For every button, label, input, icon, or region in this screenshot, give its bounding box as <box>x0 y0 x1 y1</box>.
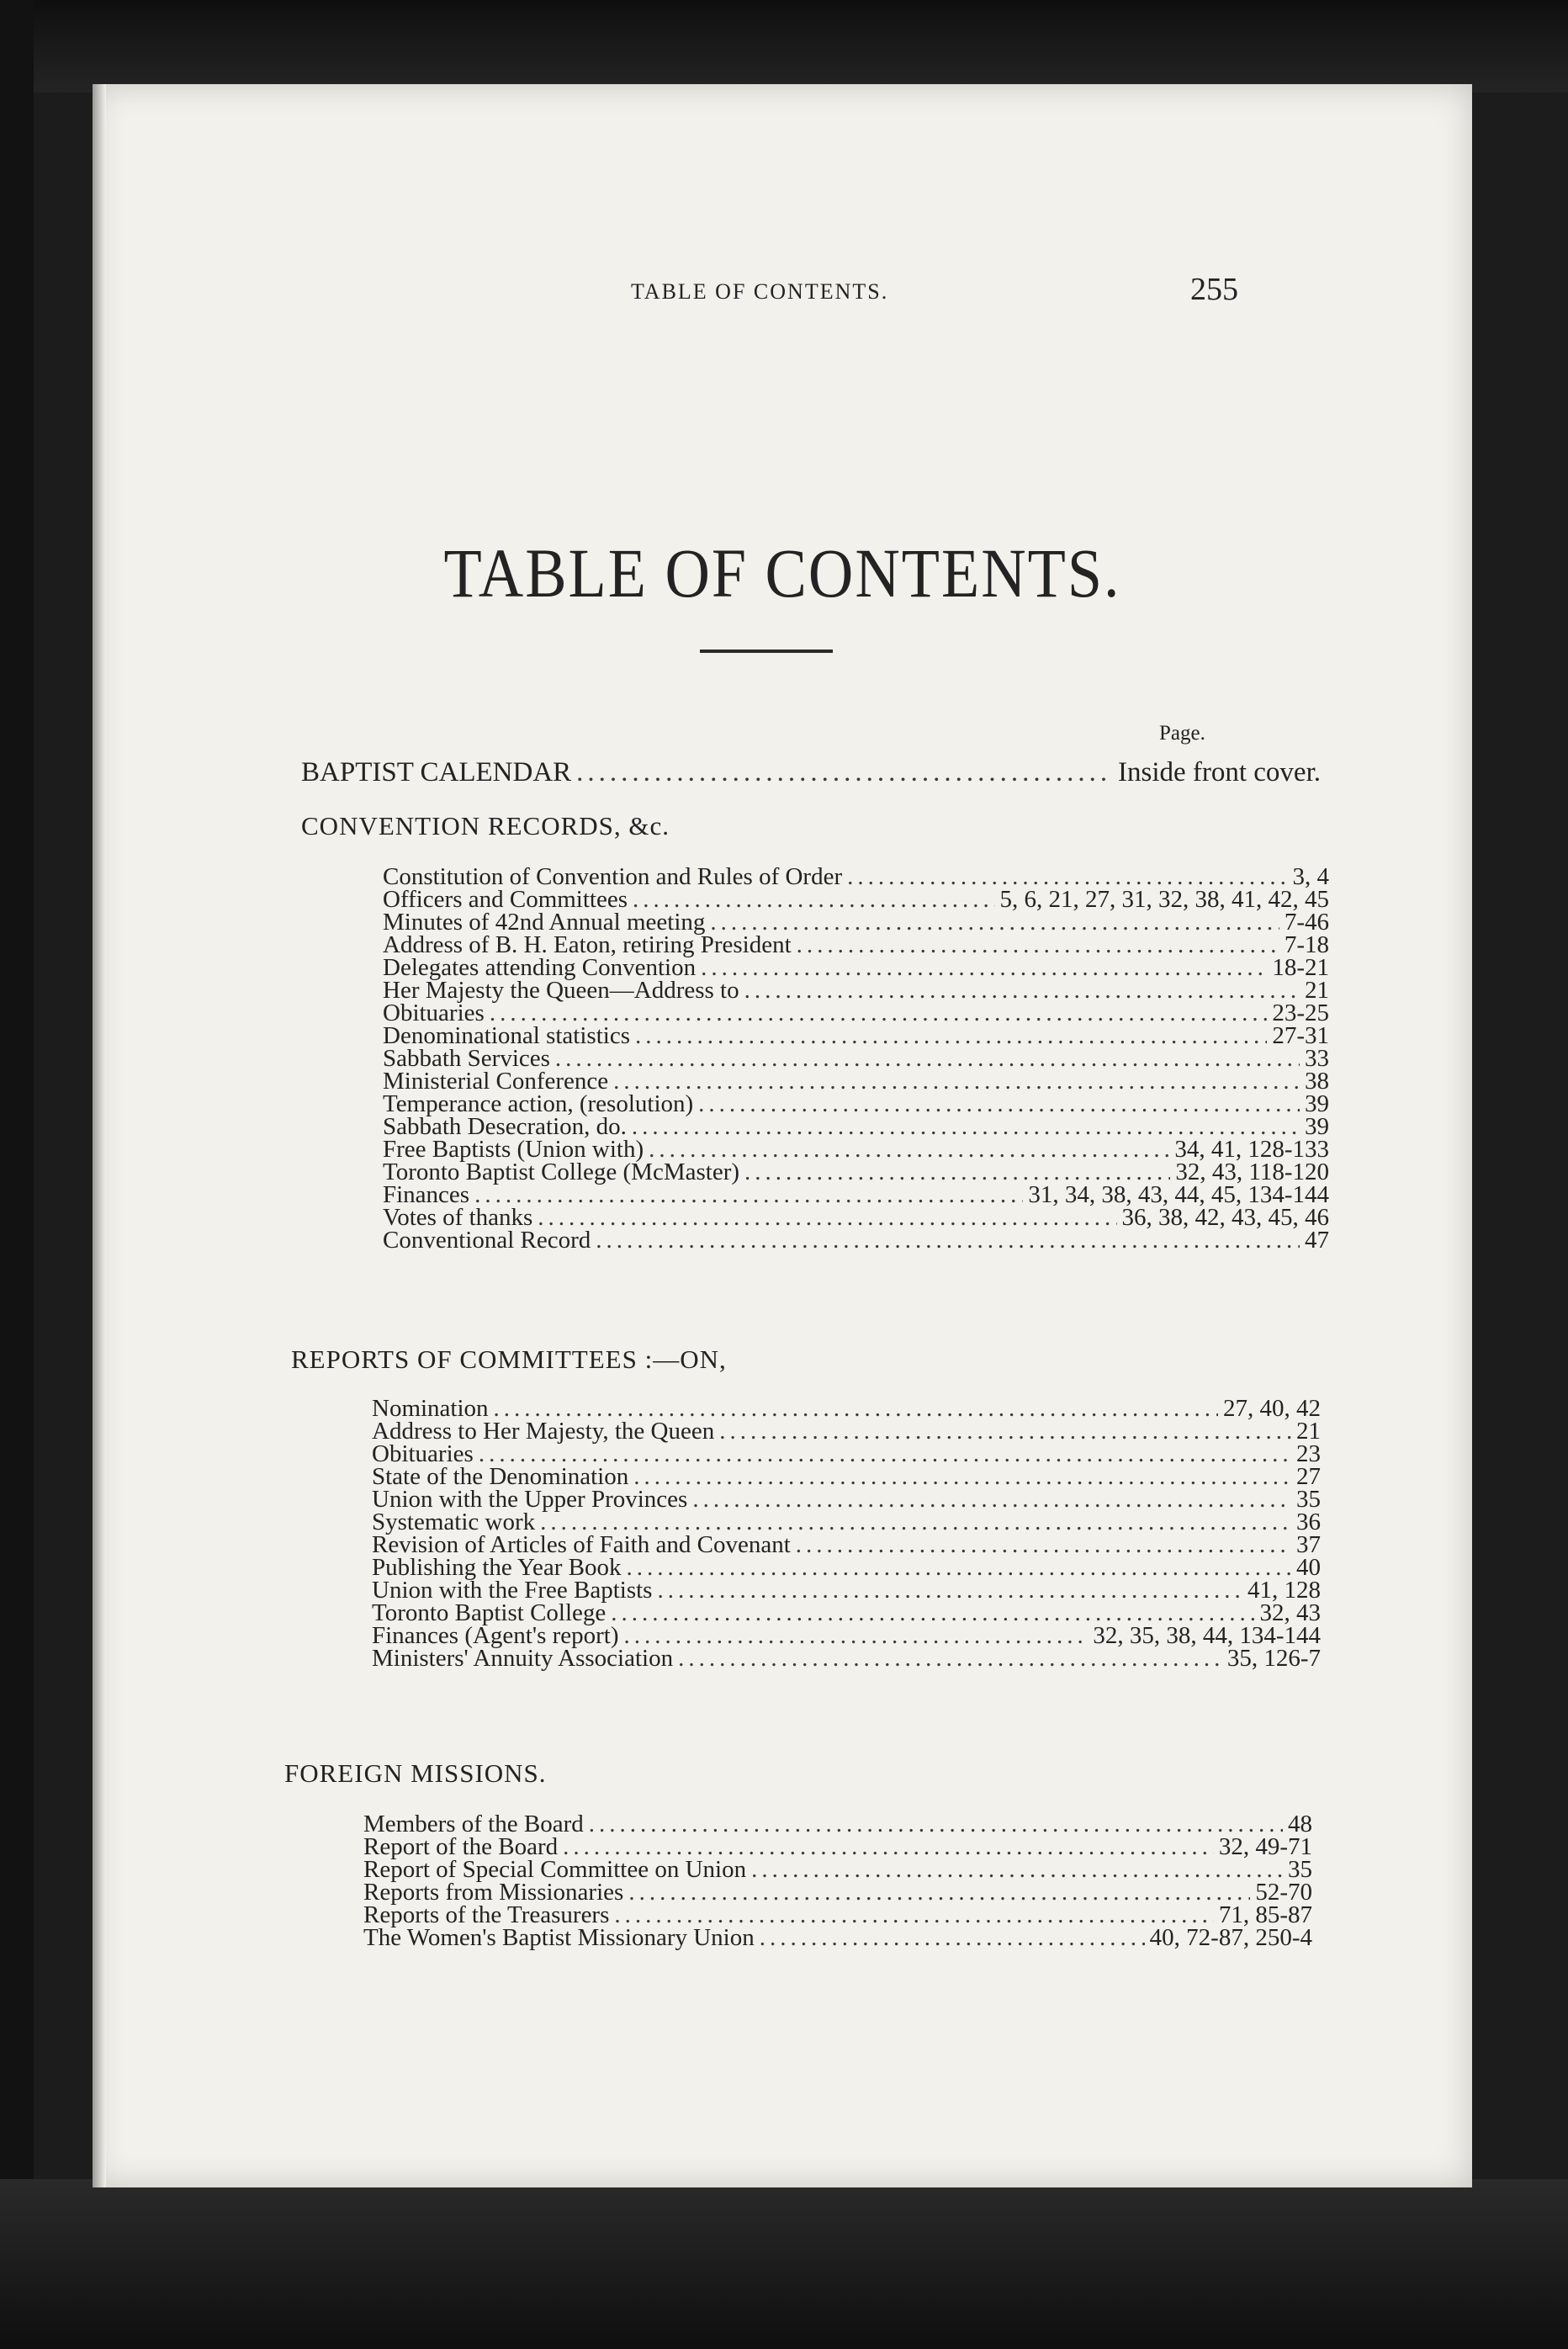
toc-entry-calendar <box>301 757 1321 788</box>
dot-leader <box>751 1858 1283 1882</box>
scan-border-left <box>0 0 34 2349</box>
toc-entry: Revision of Articles of Faith and Covenant ..... 37 <box>372 1533 1321 1557</box>
toc-entry-label: BAPTIST CALENDAR <box>301 757 572 787</box>
toc-entry: Finances (Agent's report) ..... 32, 35, 38, 44, 134-144 <box>372 1624 1321 1648</box>
toc-entry: Reports from Missionaries ..... 52-70 <box>363 1880 1312 1905</box>
toc-entry: Toronto Baptist College ..... 32, 43 <box>372 1601 1321 1625</box>
section-heading-foreign-missions: FOREIGN MISSIONS. <box>284 1758 547 1788</box>
scan-border-bottom <box>0 2179 1568 2349</box>
toc-entry: Delegates attending Convention ..... 18-21 <box>383 956 1329 980</box>
toc-entry: Minutes of 42nd Annual meeting ..... 7-46 <box>383 910 1329 935</box>
toc-entry: Report of the Board ..... 32, 49-71 <box>363 1835 1312 1859</box>
toc-entry: Ministerial Conference ..... 38 <box>383 1069 1329 1094</box>
toc-entry: Sabbath Services ..... 33 <box>383 1047 1329 1071</box>
toc-entry: Report of Special Committee on Union ..... 35 <box>363 1858 1312 1882</box>
dot-leader <box>635 1024 1267 1048</box>
toc-entry: Conventional Record ..... 47 <box>383 1228 1329 1253</box>
toc-entry: Sabbath Desecration, do. ..... 39 <box>383 1115 1329 1139</box>
dot-leader <box>760 1926 1145 1950</box>
dot-leader <box>657 1578 1242 1603</box>
dot-leader <box>576 757 1113 788</box>
title-rule <box>700 650 833 653</box>
toc-entry: Votes of thanks ..... 36, 38, 42, 43, 45, 46 <box>383 1206 1329 1230</box>
dot-leader <box>678 1646 1222 1671</box>
section-heading-convention-records: CONVENTION RECORDS, &c. <box>301 811 670 840</box>
dot-leader <box>710 910 1279 935</box>
toc-entry-pages: Inside front cover. <box>1117 757 1321 787</box>
toc-entry: Systematic work ..... 36 <box>372 1510 1321 1535</box>
toc-entry: Her Majesty the Queen—Address to ..... 21 <box>383 978 1329 1003</box>
toc-entry: State of the Denomination ..... 27 <box>372 1465 1321 1489</box>
document-page <box>93 84 1472 2187</box>
toc-entry: Obituaries ..... 23 <box>372 1442 1321 1466</box>
toc-entry: Finances ..... 31, 34, 38, 43, 44, 45, 134-144 <box>383 1183 1329 1207</box>
dot-leader <box>698 1092 1300 1116</box>
dot-leader <box>555 1047 1300 1071</box>
page-column-label: Page. <box>1159 722 1205 745</box>
toc-entry: Free Baptists (Union with) ..... 34, 41, 128-133 <box>383 1137 1329 1162</box>
toc-entry: Denominational statistics ..... 27-31 <box>383 1024 1329 1048</box>
dot-leader <box>628 1880 1250 1905</box>
toc-entry: Reports of the Treasurers ..... 71, 85-87 <box>363 1903 1312 1927</box>
running-header-title: TABLE OF CONTENTS. <box>631 279 889 304</box>
toc-entry: Temperance action, (resolution) ..... 39 <box>383 1092 1329 1116</box>
toc-entry: Union with the Free Baptists ..... 41, 128 <box>372 1578 1321 1603</box>
dot-leader <box>744 978 1300 1003</box>
toc-entry: Members of the Board ..... 48 <box>363 1812 1312 1837</box>
dot-leader <box>692 1487 1291 1512</box>
toc-entry: Nomination ..... 27, 40, 42 <box>372 1397 1321 1421</box>
dot-leader <box>633 1465 1291 1489</box>
dot-leader <box>797 933 1279 957</box>
dot-leader <box>719 1419 1291 1444</box>
page-number: 255 <box>1190 272 1238 307</box>
dot-leader <box>624 1624 1089 1648</box>
dot-leader <box>701 956 1267 980</box>
page-title: TABLE OF CONTENTS. <box>443 535 1121 612</box>
section-heading-reports-of-committees: REPORTS OF COMMITTEES :—ON, <box>291 1344 727 1374</box>
dot-leader <box>796 1533 1291 1557</box>
dot-leader <box>474 1183 1023 1207</box>
toc-entry: Toronto Baptist College (McMaster) ..... 32, 43, 118-120 <box>383 1160 1329 1185</box>
toc-entry: The Women's Baptist Missionary Union ..... 40, 72-87, 250-4 <box>363 1926 1312 1950</box>
dot-leader <box>538 1206 1116 1230</box>
page-edge-shadow <box>93 84 106 2187</box>
dot-leader <box>626 1556 1291 1580</box>
scan-border-top <box>0 0 1568 93</box>
toc-entry: Union with the Upper Provinces ..... 35 <box>372 1487 1321 1512</box>
toc-entry: Publishing the Year Book ..... 40 <box>372 1556 1321 1580</box>
dot-leader <box>613 1069 1300 1094</box>
dot-leader <box>589 1812 1283 1837</box>
toc-entry: Ministers' Annuity Association ..... 35, 126-7 <box>372 1646 1321 1671</box>
dot-leader <box>596 1228 1300 1253</box>
toc-entry: Address of B. H. Eaton, retiring President ..... 7-18 <box>383 933 1329 957</box>
toc-entry: Constitution of Convention and Rules of Order ..... 3, 4 <box>383 865 1329 889</box>
toc-entry: Officers and Committees ..... 5, 6, 21, 27, 31, 32, 38, 41, 42, 45 <box>383 888 1329 912</box>
toc-entry: Obituaries ..... 23-25 <box>383 1001 1329 1026</box>
toc-entry: Address to Her Majesty, the Queen ..... 21 <box>372 1419 1321 1444</box>
